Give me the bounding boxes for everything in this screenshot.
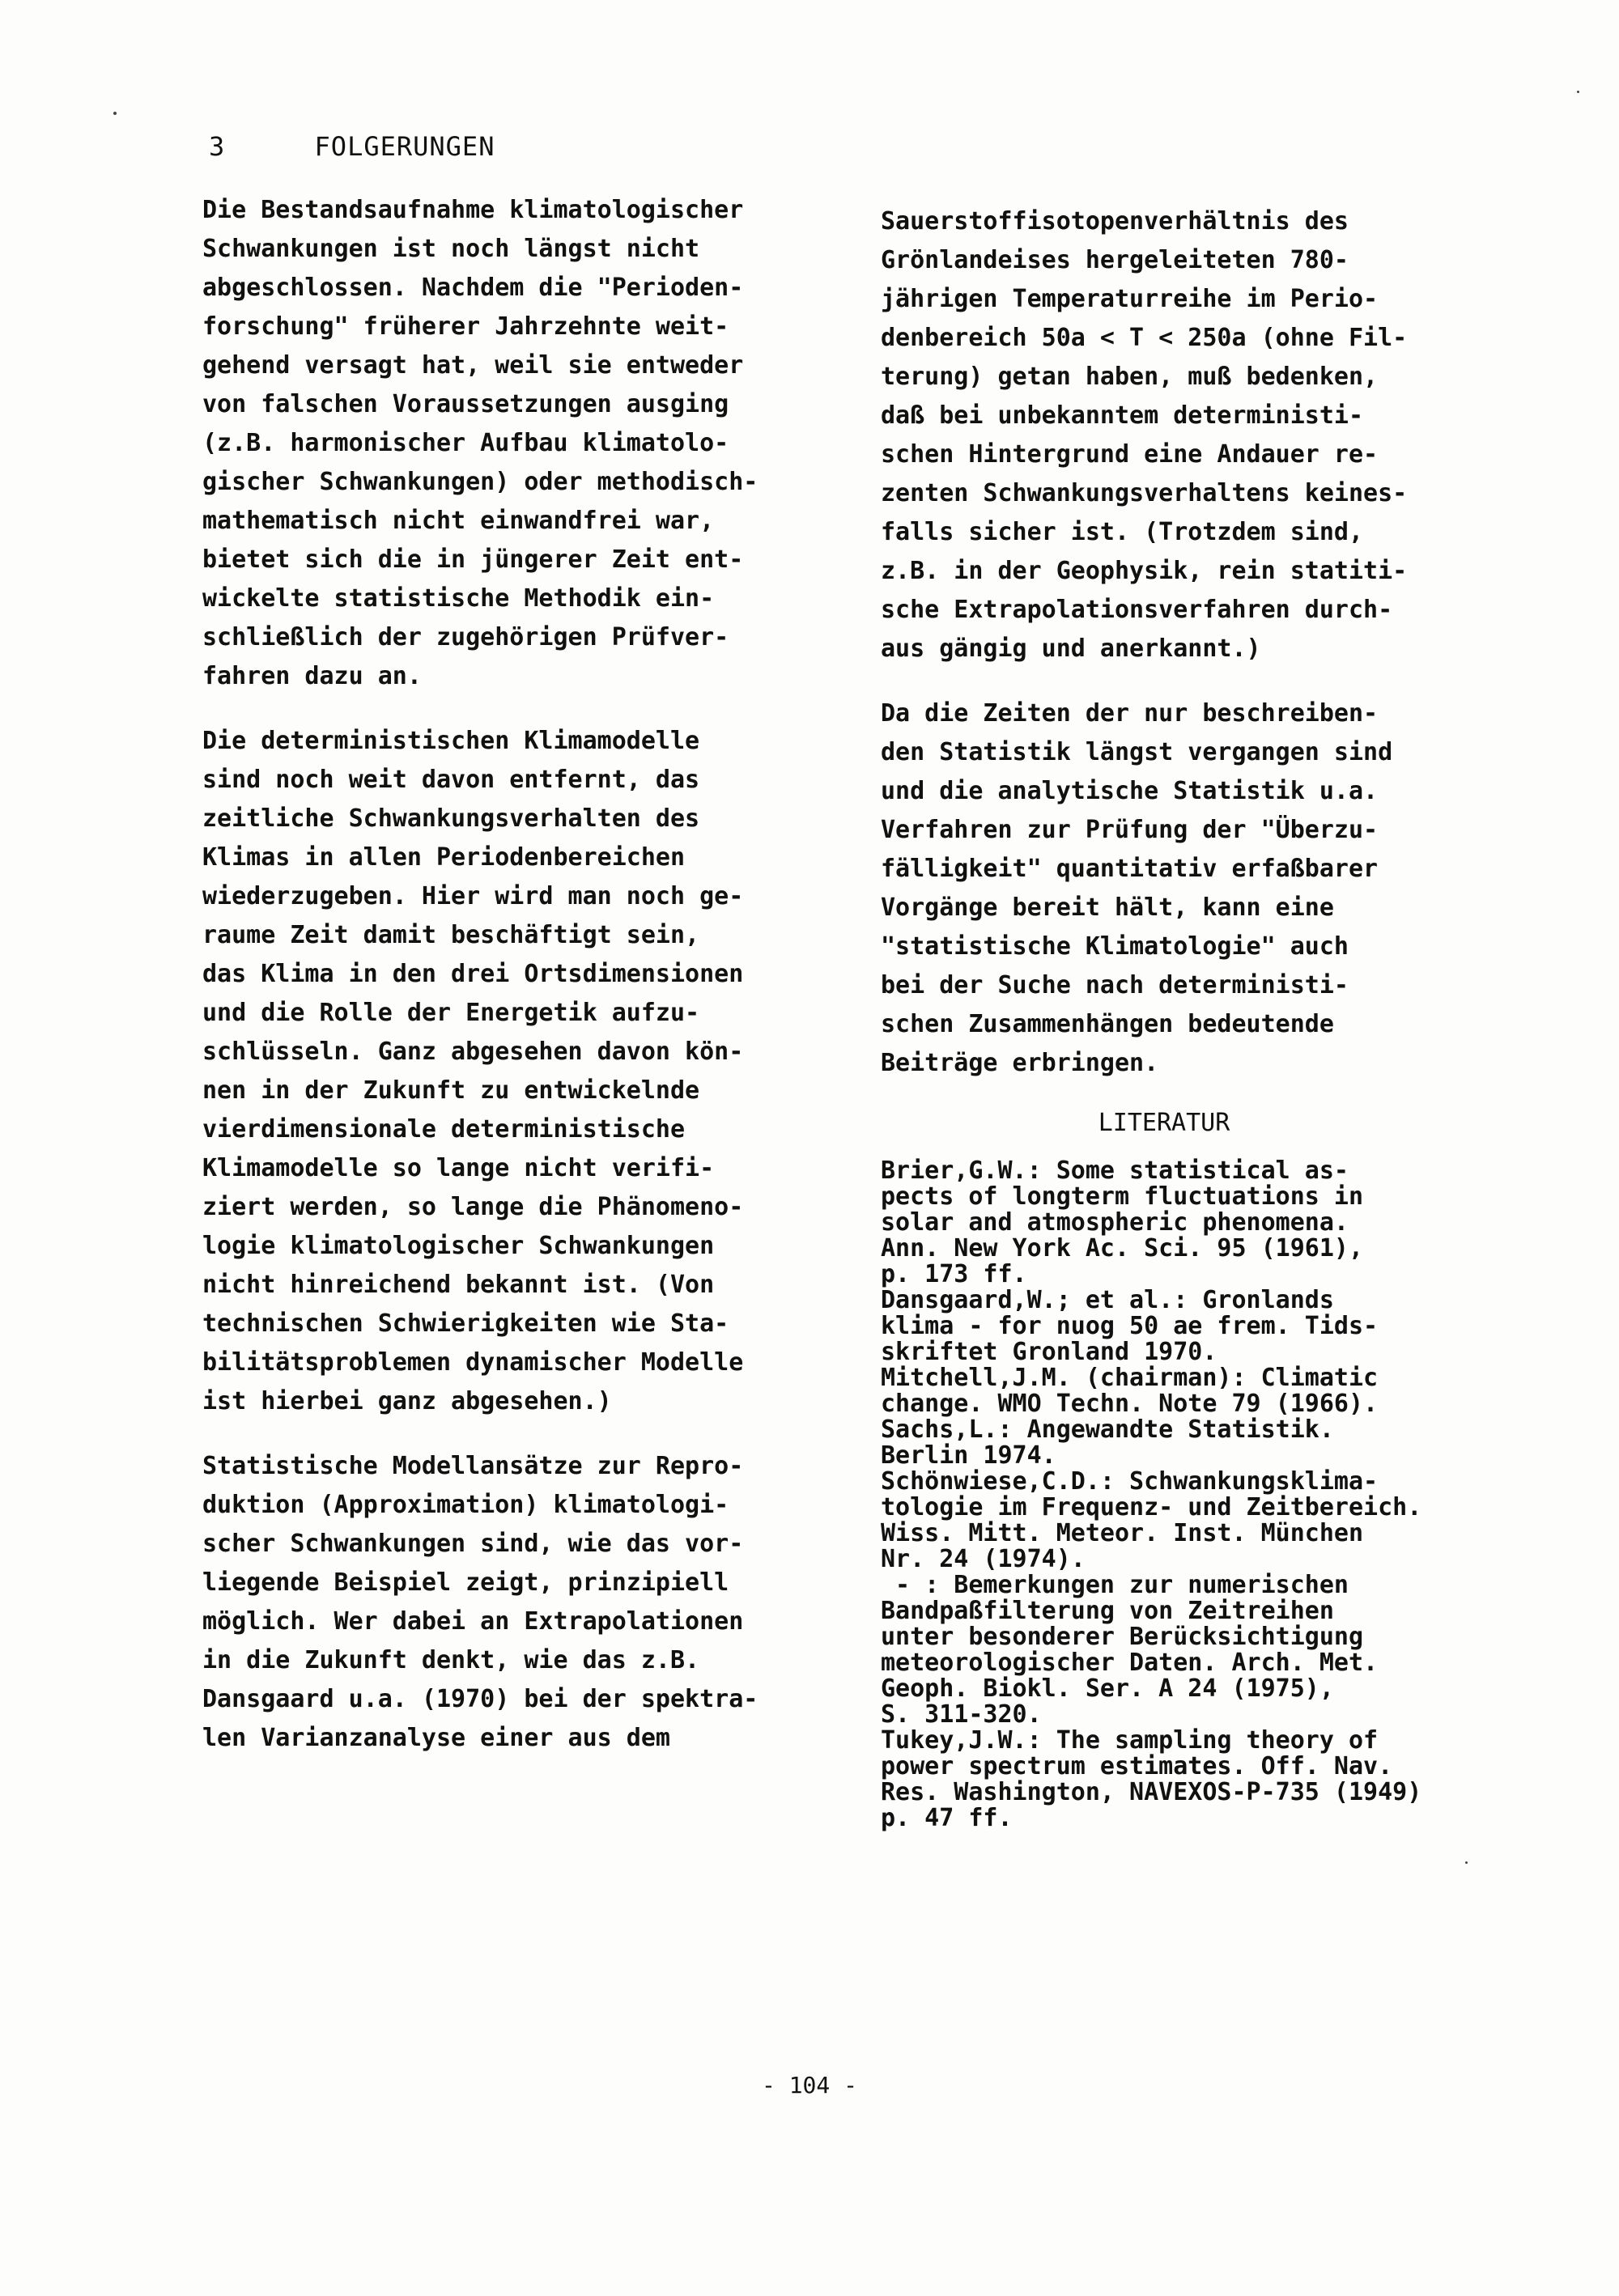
- reference-line: Geoph. Biokl. Ser. A 24 (1975),: [881, 1674, 1334, 1703]
- text-line: scher Schwankungen sind, wie das vor-: [202, 1530, 744, 1558]
- reference-line: skriftet Gronland 1970.: [881, 1338, 1217, 1366]
- reference-list: [881, 1158, 1512, 1831]
- scan-speck: [1577, 91, 1579, 93]
- right-column: [881, 202, 1512, 1831]
- reference-line: Schönwiese,C.D.: Schwankungsklima-: [881, 1467, 1379, 1496]
- text-line: von falschen Voraussetzungen ausging: [202, 390, 729, 418]
- text-line: jährigen Temperaturreihe im Perio-: [881, 285, 1379, 313]
- section-title: FOLGERUNGEN: [314, 131, 495, 162]
- text-line: und die Rolle der Energetik aufzu-: [202, 999, 700, 1027]
- reference-line: Nr. 24 (1974).: [881, 1545, 1086, 1573]
- section-number: 3: [209, 131, 226, 162]
- text-line: Schwankungen ist noch längst nicht: [202, 235, 700, 263]
- text-line: len Varianzanalyse einer aus dem: [202, 1724, 670, 1752]
- text-line: bilitätsproblemen dynamischer Modelle: [202, 1348, 744, 1377]
- paragraph: [202, 1447, 842, 1758]
- text-line: schlüsseln. Ganz abgesehen davon kön-: [202, 1038, 744, 1066]
- paragraph: [881, 694, 1512, 1083]
- text-line: bei der Suche nach deterministi-: [881, 971, 1349, 999]
- reference-line: meteorologischer Daten. Arch. Met.: [881, 1649, 1379, 1677]
- text-line: aus gängig und anerkannt.): [881, 634, 1261, 663]
- text-line: mathematisch nicht einwandfrei war,: [202, 507, 715, 535]
- reference-line: - : Bemerkungen zur numerischen: [881, 1571, 1349, 1599]
- reference-line: Sachs,L.: Angewandte Statistik.: [881, 1415, 1334, 1444]
- literature-heading: LITERATUR: [1098, 1109, 1230, 1137]
- text-line: Verfahren zur Prüfung der "Überzu-: [881, 816, 1379, 844]
- text-line: terung) getan haben, muß bedenken,: [881, 363, 1379, 391]
- text-line: schen Zusammenhängen bedeutende: [881, 1010, 1334, 1038]
- text-line: daß bei unbekanntem deterministi-: [881, 401, 1364, 430]
- reference-line: klima - for nuog 50 ae frem. Tids-: [881, 1312, 1379, 1340]
- reference-line: Berlin 1974.: [881, 1441, 1056, 1470]
- text-line: raume Zeit damit beschäftigt sein,: [202, 921, 700, 949]
- text-line: möglich. Wer dabei an Extrapolationen: [202, 1607, 744, 1636]
- text-line: zenten Schwankungsverhaltens keines-: [881, 479, 1408, 507]
- text-line: wickelte statistische Methodik ein-: [202, 584, 715, 613]
- text-line: Dansgaard u.a. (1970) bei der spektra-: [202, 1685, 759, 1713]
- text-line: denbereich 50a < T < 250a (ohne Fil-: [881, 324, 1408, 352]
- text-line: Klimamodelle so lange nicht verifi-: [202, 1154, 715, 1182]
- text-line: das Klima in den drei Ortsdimensionen: [202, 960, 744, 988]
- reference-line: Bandpaßfilterung von Zeitreihen: [881, 1597, 1334, 1625]
- text-line: ist hierbei ganz abgesehen.): [202, 1387, 612, 1415]
- text-line: schließlich der zugehörigen Prüfver-: [202, 623, 729, 651]
- reference-line: change. WMO Techn. Note 79 (1966).: [881, 1390, 1379, 1418]
- reference-line: Brier,G.W.: Some statistical as-: [881, 1156, 1349, 1185]
- text-line: sind noch weit davon entfernt, das: [202, 766, 700, 794]
- text-line: nicht hinreichend bekannt ist. (Von: [202, 1271, 715, 1299]
- text-line: Beiträge erbringen.: [881, 1049, 1159, 1077]
- reference-line: pects of longterm fluctuations in: [881, 1182, 1364, 1211]
- text-line: abgeschlossen. Nachdem die "Perioden-: [202, 274, 744, 302]
- reference-line: Tukey,J.W.: The sampling theory of: [881, 1726, 1379, 1755]
- text-line: (z.B. harmonischer Aufbau klimatolo-: [202, 429, 729, 457]
- left-column: [202, 191, 842, 1784]
- text-line: schen Hintergrund eine Andauer re-: [881, 440, 1379, 469]
- text-line: Sauerstoffisotopenverhältnis des: [881, 207, 1349, 236]
- scan-speck: [113, 112, 117, 115]
- text-line: gehend versagt hat, weil sie entweder: [202, 351, 744, 380]
- right-column-paragraphs: [881, 202, 1512, 1083]
- reference-line: p. 47 ff.: [881, 1804, 1013, 1832]
- text-line: fälligkeit" quantitativ erfaßbarer: [881, 855, 1379, 883]
- reference-line: Ann. New York Ac. Sci. 95 (1961),: [881, 1234, 1364, 1263]
- text-line: Da die Zeiten der nur beschreiben-: [881, 699, 1379, 728]
- text-line: ziert werden, so lange die Phänomeno-: [202, 1193, 744, 1221]
- reference-line: unter besonderer Berücksichtigung: [881, 1623, 1364, 1651]
- text-line: Grönlandeises hergeleiteten 780-: [881, 246, 1349, 274]
- reference-line: p. 173 ff.: [881, 1260, 1027, 1288]
- paragraph: [881, 202, 1512, 668]
- text-line: vierdimensionale deterministische: [202, 1115, 686, 1144]
- text-line: forschung" früherer Jahrzehnte weit-: [202, 312, 729, 341]
- reference-line: Res. Washington, NAVEXOS-P-735 (1949): [881, 1778, 1422, 1806]
- section-heading: [209, 131, 495, 162]
- text-line: fahren dazu an.: [202, 662, 422, 690]
- text-line: und die analytische Statistik u.a.: [881, 777, 1379, 805]
- text-line: sche Extrapolationsverfahren durch-: [881, 596, 1393, 624]
- text-line: Die deterministischen Klimamodelle: [202, 727, 700, 755]
- text-line: "statistische Klimatologie" auch: [881, 932, 1349, 961]
- reference-line: tologie im Frequenz- und Zeitbereich.: [881, 1493, 1422, 1521]
- scan-speck: [1465, 1861, 1468, 1864]
- text-line: Statistische Modellansätze zur Repro-: [202, 1452, 744, 1480]
- text-line: liegende Beispiel zeigt, prinzipiell: [202, 1568, 729, 1597]
- text-line: wiederzugeben. Hier wird man noch ge-: [202, 882, 744, 910]
- reference-line: Wiss. Mitt. Meteor. Inst. München: [881, 1519, 1364, 1547]
- text-line: gischer Schwankungen) oder methodisch-: [202, 468, 759, 496]
- text-line: in die Zukunft denkt, wie das z.B.: [202, 1646, 700, 1674]
- reference-line: Mitchell,J.M. (chairman): Climatic: [881, 1364, 1379, 1392]
- text-line: Vorgänge bereit hält, kann eine: [881, 893, 1334, 922]
- text-line: logie klimatologischer Schwankungen: [202, 1232, 715, 1260]
- reference-line: power spectrum estimates. Off. Nav.: [881, 1752, 1393, 1780]
- page-number: - 104 -: [761, 2072, 857, 2099]
- paragraph: [202, 722, 842, 1421]
- reference-line: solar and atmospheric phenomena.: [881, 1208, 1349, 1237]
- text-line: technischen Schwierigkeiten wie Sta-: [202, 1309, 729, 1338]
- text-line: falls sicher ist. (Trotzdem sind,: [881, 518, 1364, 546]
- reference-line: S. 311-320.: [881, 1700, 1042, 1729]
- text-line: duktion (Approximation) klimatologi-: [202, 1491, 729, 1519]
- text-line: z.B. in der Geophysik, rein statiti-: [881, 557, 1408, 585]
- text-line: Klimas in allen Periodenbereichen: [202, 843, 686, 872]
- text-line: bietet sich die in jüngerer Zeit ent-: [202, 545, 744, 574]
- paragraph: [202, 191, 842, 696]
- text-line: Die Bestandsaufnahme klimatologischer: [202, 196, 744, 224]
- text-line: den Statistik längst vergangen sind: [881, 738, 1393, 766]
- reference-line: Dansgaard,W.; et al.: Gronlands: [881, 1286, 1334, 1314]
- text-line: nen in der Zukunft zu entwickelnde: [202, 1076, 700, 1105]
- text-line: zeitliche Schwankungsverhalten des: [202, 804, 700, 833]
